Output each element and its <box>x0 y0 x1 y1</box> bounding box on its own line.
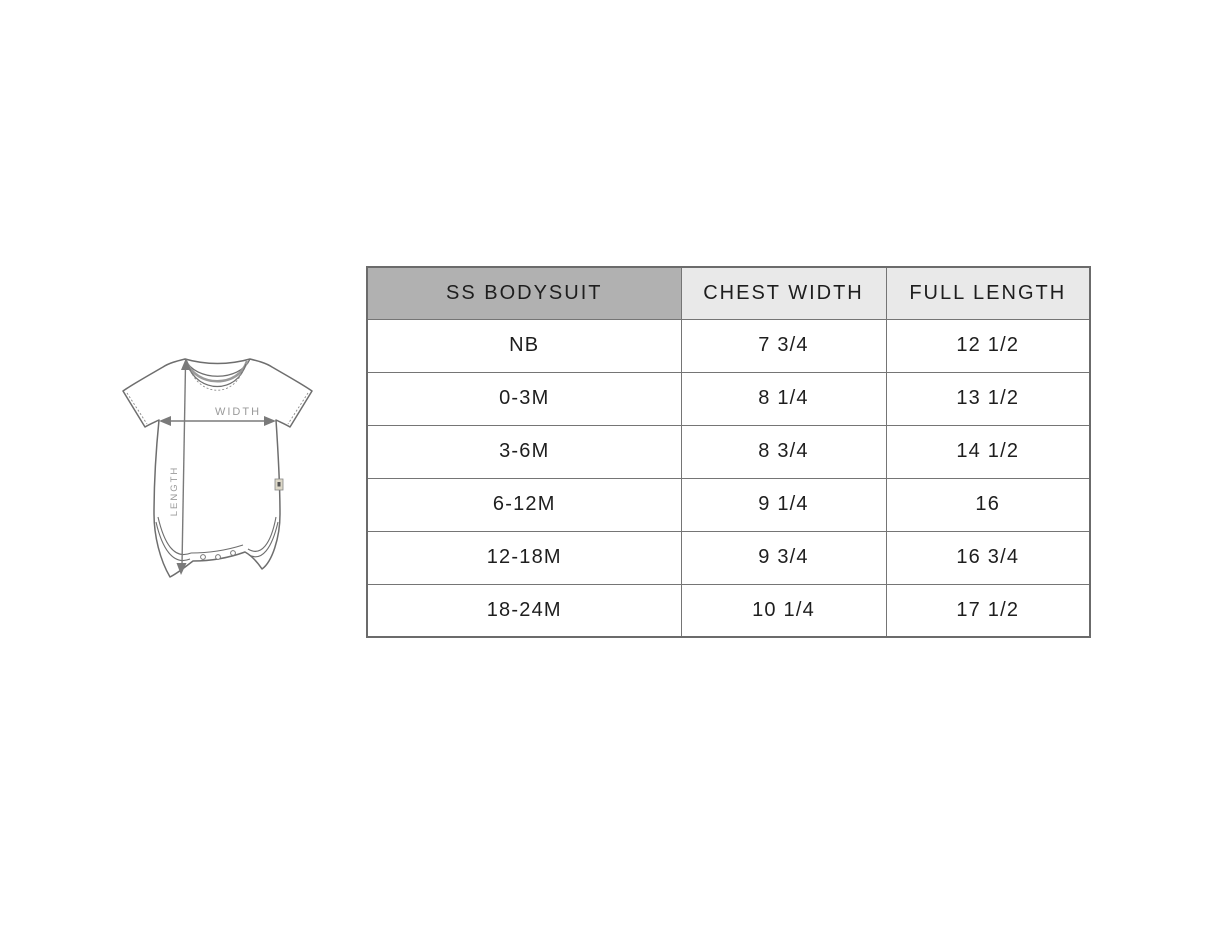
width-label: WIDTH <box>214 406 262 418</box>
table-row <box>367 478 1090 531</box>
garment-outline <box>123 359 312 577</box>
size-cell: 3-6M <box>367 425 681 478</box>
table-row <box>367 372 1090 425</box>
chest-width-cell: 9 1/4 <box>681 478 886 531</box>
full-length-cell: 16 <box>886 478 1090 531</box>
column-header-full-length: FULL LENGTH <box>886 267 1090 319</box>
full-length-cell: 14 1/2 <box>886 425 1090 478</box>
table-row <box>367 425 1090 478</box>
bodysuit-sketch-svg <box>110 338 340 590</box>
chest-width-cell: 7 3/4 <box>681 319 886 372</box>
table-row <box>367 319 1090 372</box>
header-row <box>367 267 1090 319</box>
chest-width-cell: 8 1/4 <box>681 372 886 425</box>
column-header-chest-width: CHEST WIDTH <box>681 267 886 319</box>
chest-width-cell: 9 3/4 <box>681 531 886 584</box>
size-cell: 0-3M <box>367 372 681 425</box>
chest-width-cell: 10 1/4 <box>681 584 886 637</box>
bodysuit-diagram <box>110 338 340 590</box>
full-length-cell: 16 3/4 <box>886 531 1090 584</box>
size-cell: 6-12M <box>367 478 681 531</box>
size-cell: 12-18M <box>367 531 681 584</box>
size-chart-table <box>366 266 1091 638</box>
side-tag <box>275 479 283 490</box>
length-label: LENGTH <box>169 465 180 517</box>
full-length-cell: 17 1/2 <box>886 584 1090 637</box>
size-cell: 18-24M <box>367 584 681 637</box>
table-row <box>367 584 1090 637</box>
full-length-cell: 13 1/2 <box>886 372 1090 425</box>
table-row <box>367 531 1090 584</box>
size-cell: NB <box>367 319 681 372</box>
full-length-cell: 12 1/2 <box>886 319 1090 372</box>
column-header-product: SS BODYSUIT <box>367 267 681 319</box>
chest-width-cell: 8 3/4 <box>681 425 886 478</box>
